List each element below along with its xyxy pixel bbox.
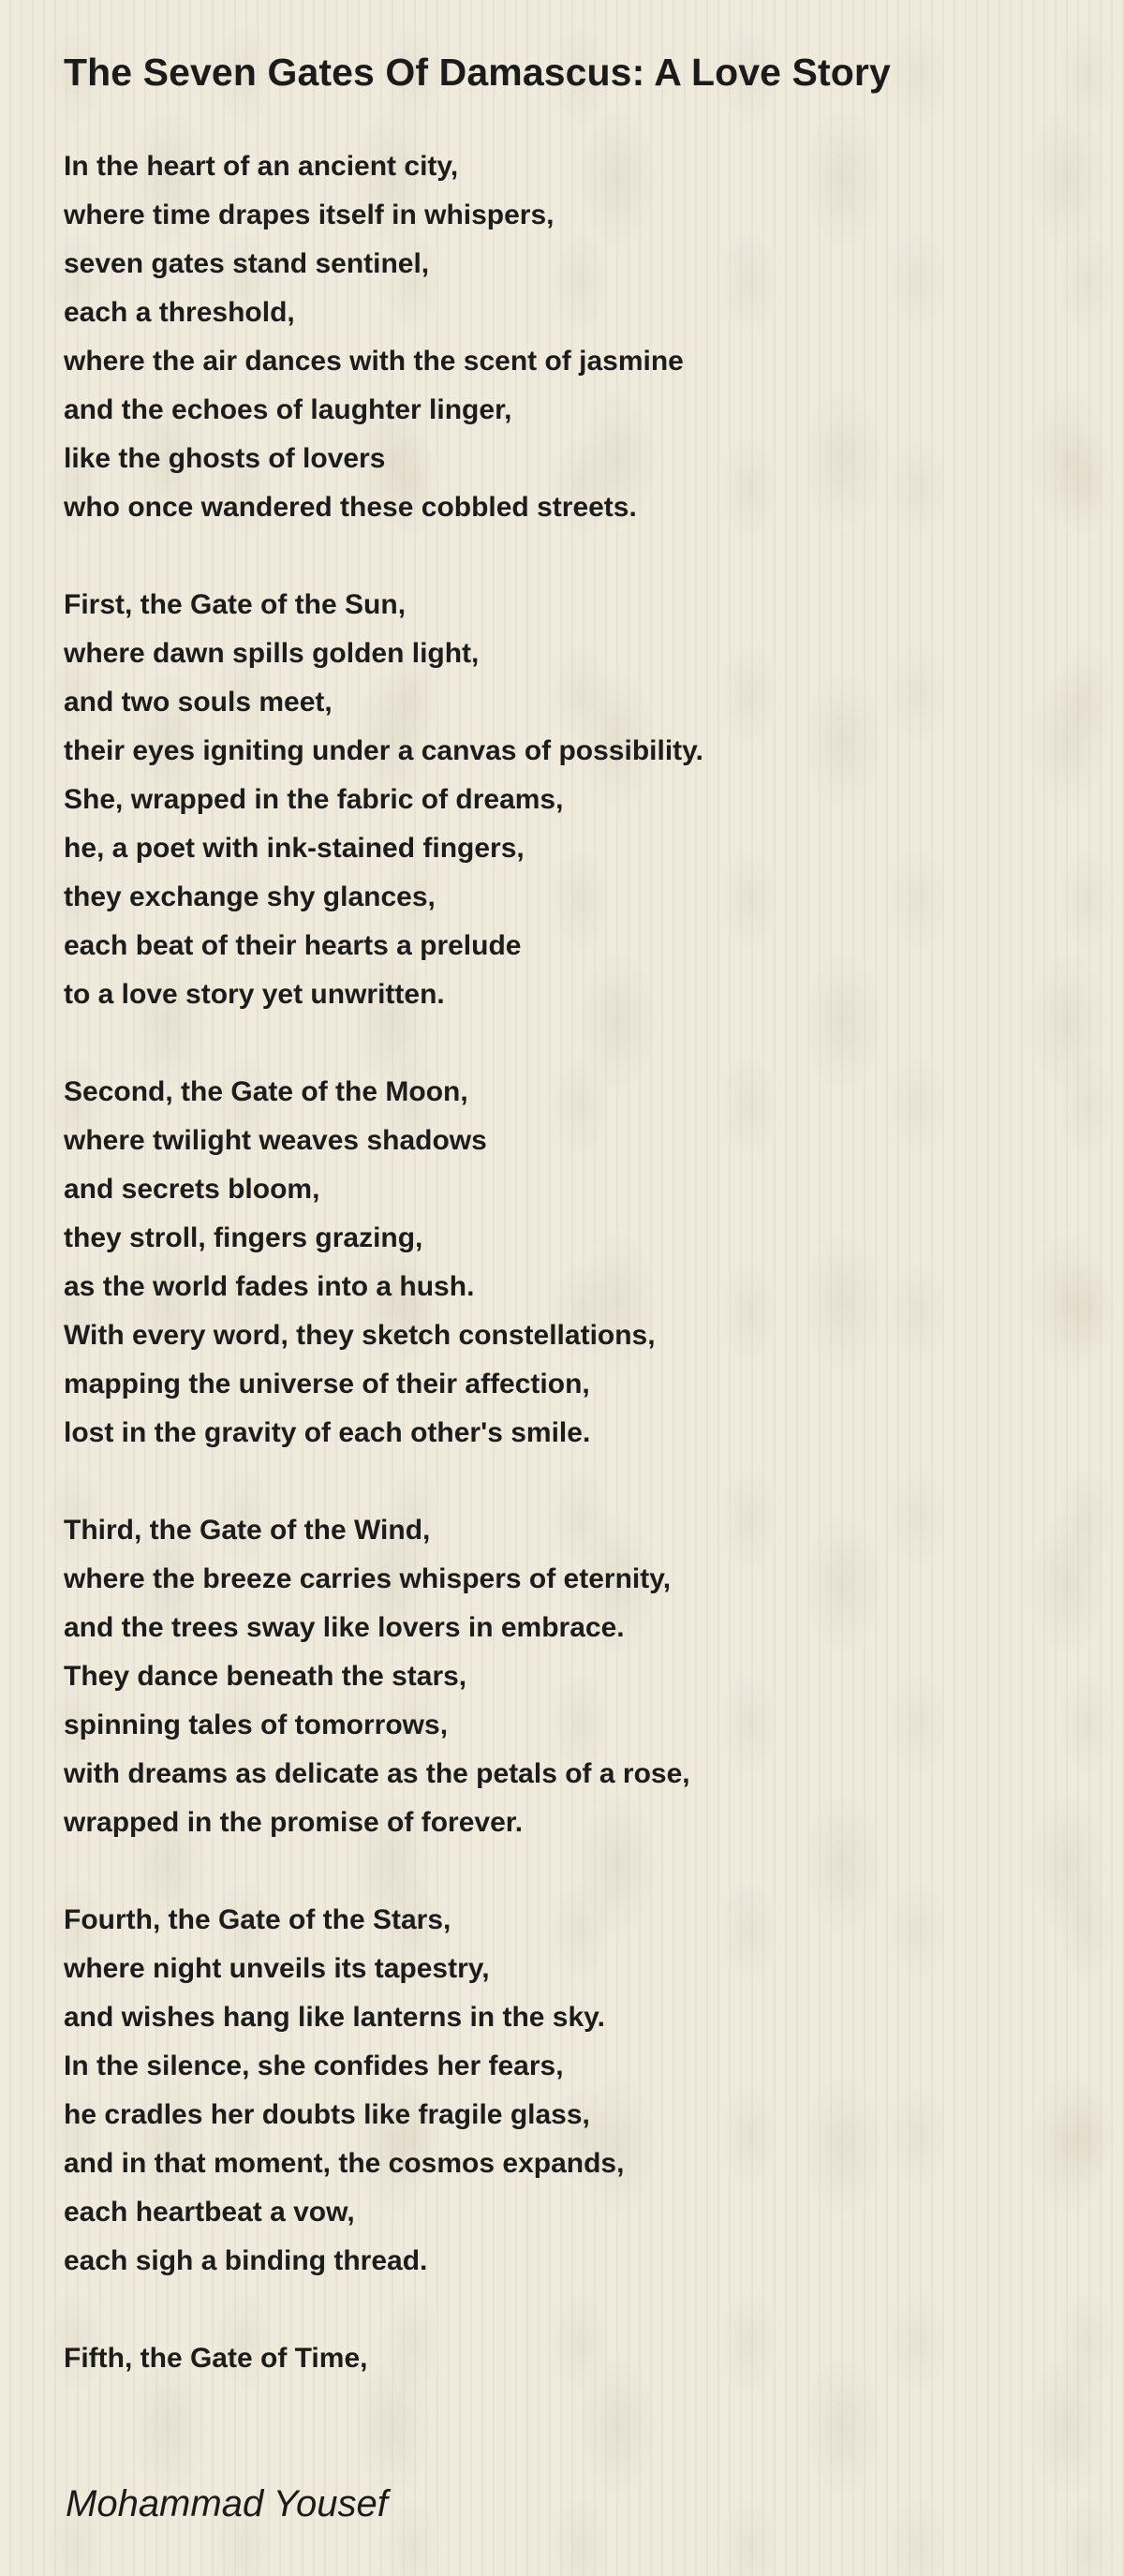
poem-line: where twilight weaves shadows [64, 1125, 487, 1156]
poem-line: She, wrapped in the fabric of dreams, [64, 784, 564, 815]
poem-line: where dawn spills golden light, [64, 638, 480, 669]
poem-line: Third, the Gate of the Wind, [64, 1515, 431, 1546]
stanza [64, 1896, 1057, 2286]
poem-line: lost in the gravity of each other's smile. [64, 1417, 591, 1448]
poem-line: he cradles her doubts like fragile glass, [64, 2099, 590, 2130]
stanza [64, 142, 1057, 532]
poem-line: he, a poet with ink-stained fingers, [64, 833, 525, 864]
stanza [64, 581, 1057, 1019]
poem-line: to a love story yet unwritten. [64, 979, 445, 1010]
poem-line: as the world fades into a hush. [64, 1271, 475, 1302]
poem-line: they stroll, fingers grazing, [64, 1222, 423, 1253]
poem-line: In the silence, she confides her fears, [64, 2050, 564, 2081]
poem-line: Fifth, the Gate of Time, [64, 2343, 368, 2374]
poem-line: who once wandered these cobbled streets. [64, 492, 637, 523]
poem-line: their eyes igniting under a canvas of possibility. [64, 735, 703, 766]
poem-line: First, the Gate of the Sun, [64, 589, 407, 620]
poem-line: mapping the universe of their affection, [64, 1369, 590, 1399]
poem-line: they exchange shy glances, [64, 881, 436, 912]
poem-line: and in that moment, the cosmos expands, [64, 2148, 625, 2179]
poem-body [64, 142, 1057, 2432]
stanza [64, 1068, 1057, 1458]
poem-line: and two souls meet, [64, 687, 333, 718]
poem-line: wrapped in the promise of forever. [64, 1807, 524, 1838]
poem-line: with dreams as delicate as the petals of a rose, [64, 1758, 690, 1789]
poem-line: Second, the Gate of the Moon, [64, 1076, 468, 1107]
poem-line: In the heart of an ancient city, [64, 151, 459, 182]
poem-line: Fourth, the Gate of the Stars, [64, 1904, 451, 1935]
poem-line: where the breeze carries whispers of eternity, [64, 1563, 672, 1594]
poem-line: where the air dances with the scent of jasmine [64, 346, 684, 377]
poem-line: each a threshold, [64, 297, 295, 328]
poem-line: each beat of their hearts a prelude [64, 930, 522, 961]
stanza [64, 2334, 1057, 2383]
poem-line: each sigh a binding thread. [64, 2245, 428, 2276]
stanza [64, 1506, 1057, 1847]
poem-line: With every word, they sketch constellations, [64, 1320, 656, 1351]
poem-line: and the echoes of laughter linger, [64, 394, 512, 425]
author-name: Mohammad Yousef [66, 2483, 388, 2524]
poem-line: where night unveils its tapestry, [64, 1953, 490, 1984]
poem-line: and wishes hang like lanterns in the sky. [64, 2002, 605, 2033]
poem-line: They dance beneath the stars, [64, 1661, 467, 1692]
poem-line: where time drapes itself in whispers, [64, 200, 555, 230]
poem-line: seven gates stand sentinel, [64, 248, 430, 279]
poem-line: like the ghosts of lovers [64, 443, 386, 474]
poem-line: each heartbeat a vow, [64, 2197, 355, 2228]
poem-title: The Seven Gates Of Damascus: A Love Story [64, 51, 891, 94]
poem-line: spinning tales of tomorrows, [64, 1710, 449, 1740]
poem-line: and secrets bloom, [64, 1174, 320, 1205]
poem-line: and the trees sway like lovers in embrace. [64, 1612, 625, 1643]
